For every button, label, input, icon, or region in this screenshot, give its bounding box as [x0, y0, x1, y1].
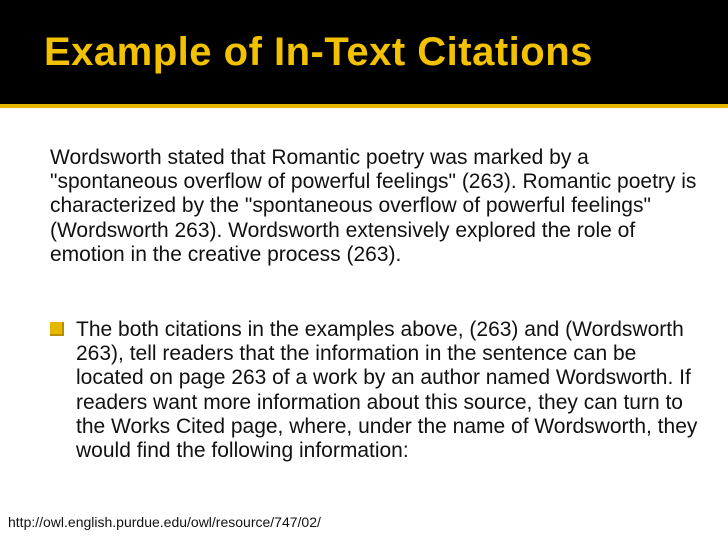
square-bullet-icon [50, 322, 64, 336]
bullet-text: The both citations in the examples above, (263) and (Wordsworth 263), tell readers that the information in the sentence can be located on page 263 of a work by an author named Wordsworth. If readers want more information about this source, they can turn to the Works Cited page, where, under the name of Wordsworth, they would find the following information: [76, 318, 698, 463]
source-url[interactable]: http://owl.english.purdue.edu/owl/resource/747/02/ [8, 514, 321, 530]
title-bar [0, 0, 728, 108]
slide-title: Example of In-Text Citations [44, 30, 593, 74]
example-paragraph: Wordsworth stated that Romantic poetry was marked by a "spontaneous overflow of powerful feelings" (263). Romantic poetry is characterized by the "spontaneous overflow of powerful feelings" (Wordsworth 263). Wordsworth extensively explored the role of emotion in the creative process (263). [50, 146, 697, 266]
